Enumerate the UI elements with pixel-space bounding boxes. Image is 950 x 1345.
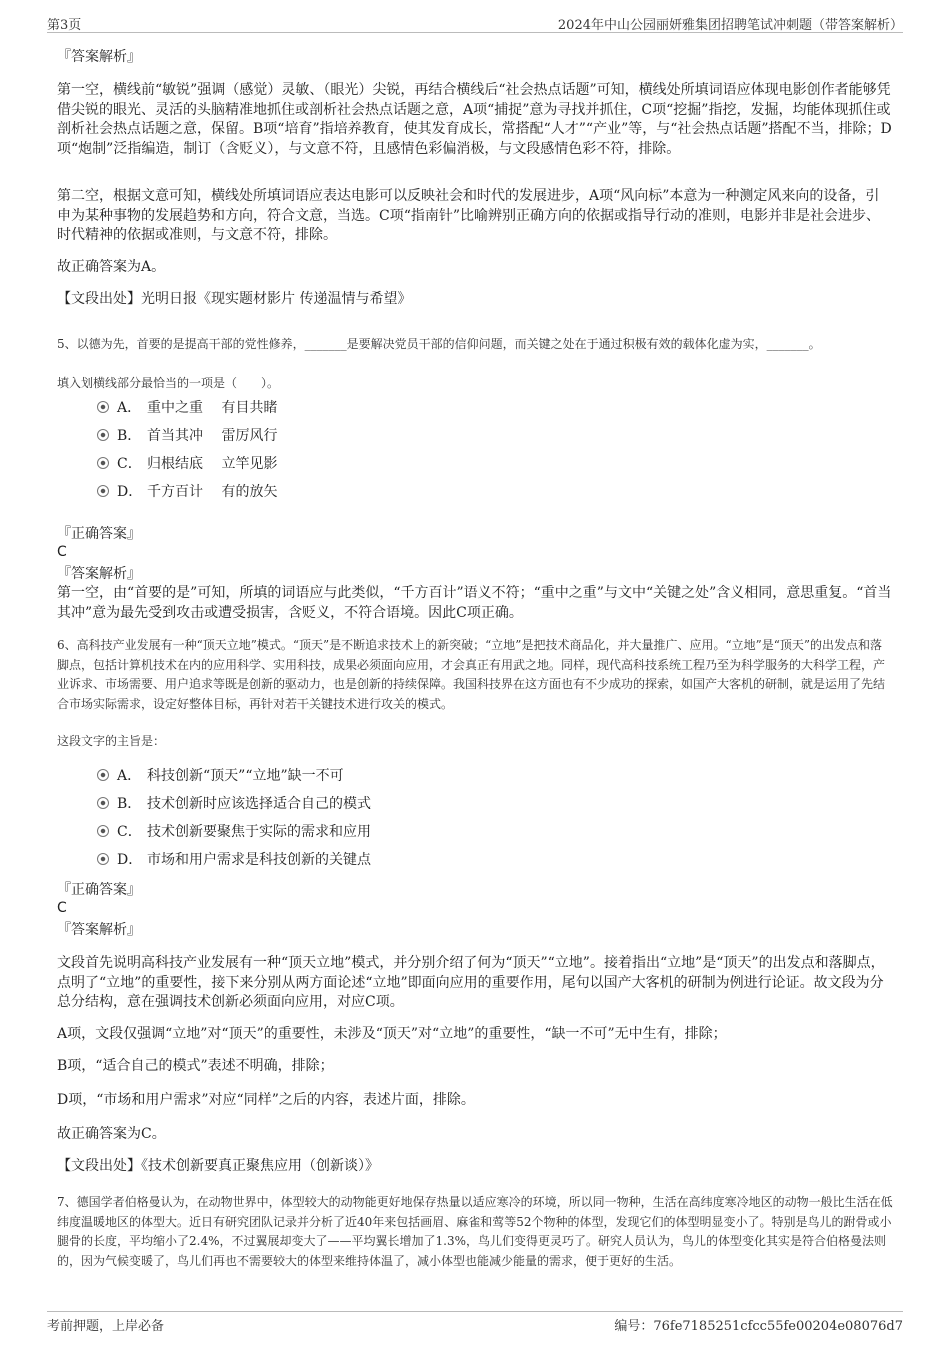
q6-option-c[interactable]: C． 技术创新要聚焦于实际的需求和应用	[97, 823, 371, 841]
q5-option-c[interactable]: C． 归根结底 立竿见影	[97, 455, 277, 473]
radio-icon[interactable]	[97, 825, 109, 837]
q6-conclusion: 故正确答案为C。	[57, 1126, 166, 1142]
q4-analysis-para2: 第二空，根据文意可知，横线处所填词语应表达电影可以反映社会和时代的发展进步，A项“风向标”本意为一种测定风来向的设备，引申为某种事物的发展趋势和方向，符合文意，当选。C项“指南针”比喻辨别正确方向的依据或指导行动的准则，电影并非是社会进步、时代精神的依据或准则，与文意不符，排除。	[57, 188, 881, 243]
q6-option-b[interactable]: B． 技术创新时应该选择适合自己的模式	[97, 795, 371, 813]
document-title: 2024年中山公园丽妍雅集团招聘笔试冲刺题（带答案解析）	[557, 18, 903, 33]
radio-icon[interactable]	[97, 797, 109, 809]
q6-option-d[interactable]: D． 市场和用户需求是科技创新的关键点	[97, 851, 371, 869]
radio-icon[interactable]	[97, 853, 109, 865]
option-text: 技术创新要聚焦于实际的需求和应用	[147, 824, 371, 840]
radio-icon[interactable]	[97, 457, 109, 469]
q6-option-a[interactable]: A． 科技创新“顶天”“立地”缺一不可	[97, 767, 344, 785]
page-footer	[47, 1311, 903, 1334]
q5-analysis: 第一空，由“首要的是”可知，所填的词语应与此类似，“千方百计”语义不符；“重中之重”与文中“关键之处”含义相同，意思重复。“首当其冲”意为最先受到攻击或遭受损害，含贬义，不符合语境。因此C项正确。	[57, 585, 892, 621]
q4-analysis-label: 『答案解析』	[57, 49, 141, 65]
q6-prompt: 这段文字的主旨是：	[57, 734, 166, 748]
q5-option-a[interactable]: A． 重中之重 有目共睹	[97, 399, 277, 417]
option-text: 市场和用户需求是科技创新的关键点	[147, 852, 371, 868]
option-text: 重中之重 有目共睹	[147, 400, 278, 416]
footer-slogan: 考前押题，上岸必备	[47, 1319, 165, 1334]
q4-source: 【文段出处】光明日报《现实题材影片 传递温情与希望》	[57, 291, 412, 307]
q6-analysis-b: B项，“适合自己的模式”表述不明确，排除；	[57, 1058, 334, 1074]
q6-answer: C	[57, 900, 67, 916]
radio-icon[interactable]	[97, 485, 109, 497]
q5-answer: C	[57, 544, 67, 560]
q6-analysis-d: D项，“市场和用户需求”对应“同样”之后的内容，表述片面，排除。	[57, 1092, 475, 1108]
q5-option-d[interactable]: D． 千方百计 有的放矢	[97, 483, 277, 501]
radio-icon[interactable]	[97, 429, 109, 441]
q4-conclusion: 故正确答案为A。	[57, 259, 166, 275]
q4-analysis-para1: 第一空，横线前“敏锐”强调（感觉）灵敏、（眼光）尖锐，再结合横线后“社会热点话题”可知，横线处所填词语应体现电影创作者能够凭借尖锐的眼光、灵活的头脑精准地抓住或剖析社会热点话题之意，A项“捕捉”意为寻找并抓住，C项“挖掘”指挖，发掘，均能体现抓住或剖析社会热点话题之意，保留。B项“培育”指培养教育，使其发育成长，常搭配“人才”“产业”等，与“社会热点话题”搭配不当，排除；D项“炮制”泛指编造，制订（含贬义），与文意不符，且感情色彩偏消极，与文段感情色彩不符，排除。	[57, 82, 892, 157]
option-text: 科技创新“顶天”“立地”缺一不可	[147, 768, 344, 784]
page-number: 第3页	[47, 18, 82, 33]
q6-stem: 6、高科技产业发展有一种“顶天立地”模式。“顶天”是不断追求技术上的新突破；“立地”是把技术商品化，并大量推广、应用。“立地”是“顶天”的出发点和落脚点，包括计算机技术在内的应用科学、实用科技，成果必须面向应用，才会真正有用武之地。同样，现代高科技系统工程乃至为科学服务的大科学工程，产业诉求、市场需要、用户追求等既是创新的驱动力，也是创新的持续保障。我国科技界在这方面也有不少成功的探索，如国产大客机的研制，就是运用了先结合市场实际需求，设定好整体目标，再针对若干关键技术进行攻关的模式。	[57, 638, 886, 711]
option-text: 归根结底 立竿见影	[147, 456, 278, 472]
document-id: 编号：76fe7185251cfcc55fe00204e08076d7	[614, 1319, 903, 1334]
q6-analysis-main: 文段首先说明高科技产业发展有一种“顶天立地”模式，并分别介绍了何为“顶天”“立地”。接着指出“立地”是“顶天”的出发点和落脚点，点明了“立地”的重要性，接下来分别从两方面论述“立地”即面向应用的重要作用，尾句以国产大客机的研制为例进行论证。故文段为分总分结构，意在强调技术创新必须面向应用，对应C项。	[57, 955, 885, 1010]
q6-analysis-a: A项，文段仅强调“立地”对“顶天”的重要性，未涉及“顶天”对“立地”的重要性，“缺一不可”无中生有，排除；	[57, 1026, 727, 1042]
q5-analysis-label: 『答案解析』	[57, 566, 141, 582]
radio-icon[interactable]	[97, 769, 109, 781]
q6-analysis-label: 『答案解析』	[57, 922, 141, 938]
q6-source: 【文段出处】《技术创新要真正聚焦应用（创新谈）》	[57, 1158, 379, 1174]
q5-option-b[interactable]: B． 首当其冲 雷厉风行	[97, 427, 277, 445]
q7-stem: 7、德国学者伯格曼认为，在动物世界中，体型较大的动物能更好地保存热量以适应寒冷的环境，所以同一物种，生活在高纬度寒冷地区的动物一般比生活在低纬度温暖地区的体型大。近日有研究团队记录并分析了近40年来包括画眉、麻雀和莺等52个物种的体型，发现它们的体型明显变小了。特别是鸟儿的跗骨或小腿骨的长度，平均缩小了2.4%，不过翼展却变大了——平均翼长增加了1.3%，鸟儿们变得更灵巧了。研究人员认为，鸟儿的体型变化其实是符合伯格曼法则的，因为气候变暖了，鸟儿们再也不需要较大的体型来维持体温了，减小体型也能减少能量的需求，便于更好的生活。	[57, 1195, 893, 1268]
option-text: 千方百计 有的放矢	[147, 484, 278, 500]
radio-icon[interactable]	[97, 401, 109, 413]
option-text: 首当其冲 雷厉风行	[147, 428, 278, 444]
page-header	[47, 12, 903, 33]
q5-answer-label: 『正确答案』	[57, 526, 141, 542]
q5-prompt: 填入划横线部分最恰当的一项是（ ）。	[57, 376, 280, 390]
option-text: 技术创新时应该选择适合自己的模式	[147, 796, 371, 812]
q5-stem: 5、以德为先，首要的是提高干部的党性修养，_______是要解决党员干部的信仰问题，而关键之处在于通过积极有效的载体化虚为实，_______。	[57, 337, 821, 351]
q6-answer-label: 『正确答案』	[57, 882, 141, 898]
